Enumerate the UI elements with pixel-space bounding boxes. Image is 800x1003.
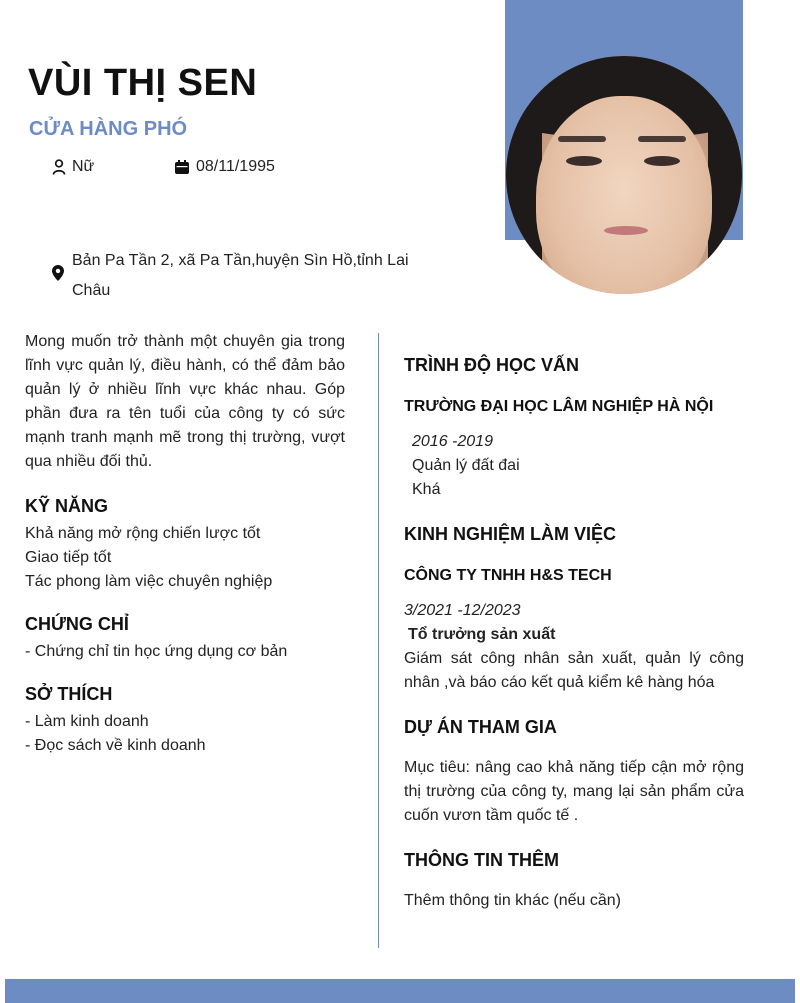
gender-info [52, 158, 94, 176]
experience-title: KINH NGHIỆM LÀM VIỆC [404, 524, 617, 544]
desired-position: CỬA HÀNG PHÓ [29, 118, 188, 140]
certificates-title: CHỨNG CHỈ [25, 614, 129, 634]
dob-info [174, 158, 275, 176]
extra-info-title: THÔNG TIN THÊM [404, 850, 559, 870]
hobbies-title: SỞ THÍCH [25, 684, 113, 704]
gender-value: Nữ [72, 158, 95, 175]
education-period: 2016 -2019 [412, 433, 493, 450]
experience-section [404, 524, 744, 695]
profile-photo [506, 56, 742, 294]
education-title: TRÌNH ĐỘ HỌC VẤN [404, 355, 579, 375]
skills-section [25, 496, 345, 594]
projects-section [404, 717, 744, 828]
job-role: Tổ trưởng sản xuất [408, 626, 556, 643]
calendar-icon [174, 159, 190, 175]
hobbies-section [25, 684, 345, 758]
skill-item: Khả năng mở rộng chiến lược tốt [25, 525, 261, 542]
photo-mouth [604, 226, 648, 235]
photo-hair-right [708, 96, 742, 276]
skill-item: Tác phong làm việc chuyên nghiệp [25, 573, 273, 590]
hobby-item: - Đọc sách về kinh doanh [25, 737, 206, 754]
job-description: Giám sát công nhân sản xuất, quản lý công nhân ,và báo cáo kết quả kiểm kê hàng hóa [404, 650, 744, 691]
photo-face [536, 96, 712, 294]
extra-info-section [404, 850, 744, 913]
certificate-item: - Chứng chỉ tin học ứng dụng cơ bản [25, 643, 288, 660]
education-section [404, 355, 744, 502]
dob-value: 08/11/1995 [196, 158, 275, 175]
person-icon [52, 159, 66, 175]
skill-item: Giao tiếp tốt [25, 549, 112, 566]
extra-info-description: Thêm thông tin khác (nếu cần) [404, 892, 622, 909]
education-major: Quản lý đất đai [412, 457, 520, 474]
footer-band [5, 979, 795, 1003]
skills-title: KỸ NĂNG [25, 496, 109, 516]
experience-period: 3/2021 -12/2023 [404, 602, 521, 619]
school-name: TRƯỜNG ĐẠI HỌC LÂM NGHIỆP HÀ NỘI [404, 398, 714, 415]
right-column [404, 355, 744, 913]
photo-eye-left [566, 156, 602, 166]
career-objective: Mong muốn trở thành một chuyên gia trong lĩnh vực quản lý, điều hành, có thể đảm bảo quản lý ở nhiều lĩnh vực khác nhau. Góp phần đưa ra tên tuổi của công ty có sức mạnh tranh mạnh mẽ trong thị trường, vượt qua nhiều đối thủ. [25, 333, 345, 470]
address-info [52, 246, 432, 306]
candidate-name: VÙI THỊ SEN [28, 62, 258, 104]
location-pin-icon [52, 265, 64, 281]
column-divider [378, 333, 379, 948]
photo-brow-right [638, 136, 686, 142]
hobby-item: - Làm kinh doanh [25, 713, 149, 730]
project-description: Mục tiêu: nâng cao khả năng tiếp cận mở rộng thị trường của công ty, mang lại sản phẩm cửa cuốn vươn tầm quốc tế . [404, 759, 744, 824]
left-column [25, 330, 345, 758]
photo-eye-right [644, 156, 680, 166]
company-name: CÔNG TY TNHH H&S TECH [404, 567, 612, 584]
address-line-1: Bản Pa Tần 2, xã Pa Tần,huyện Sìn Hồ,tỉnh Lai [72, 252, 409, 269]
certificates-section [25, 614, 345, 664]
address-line-2: Châu [72, 282, 111, 299]
projects-title: DỰ ÁN THAM GIA [404, 717, 557, 737]
photo-brow-left [558, 136, 606, 142]
education-grade: Khá [412, 481, 441, 498]
